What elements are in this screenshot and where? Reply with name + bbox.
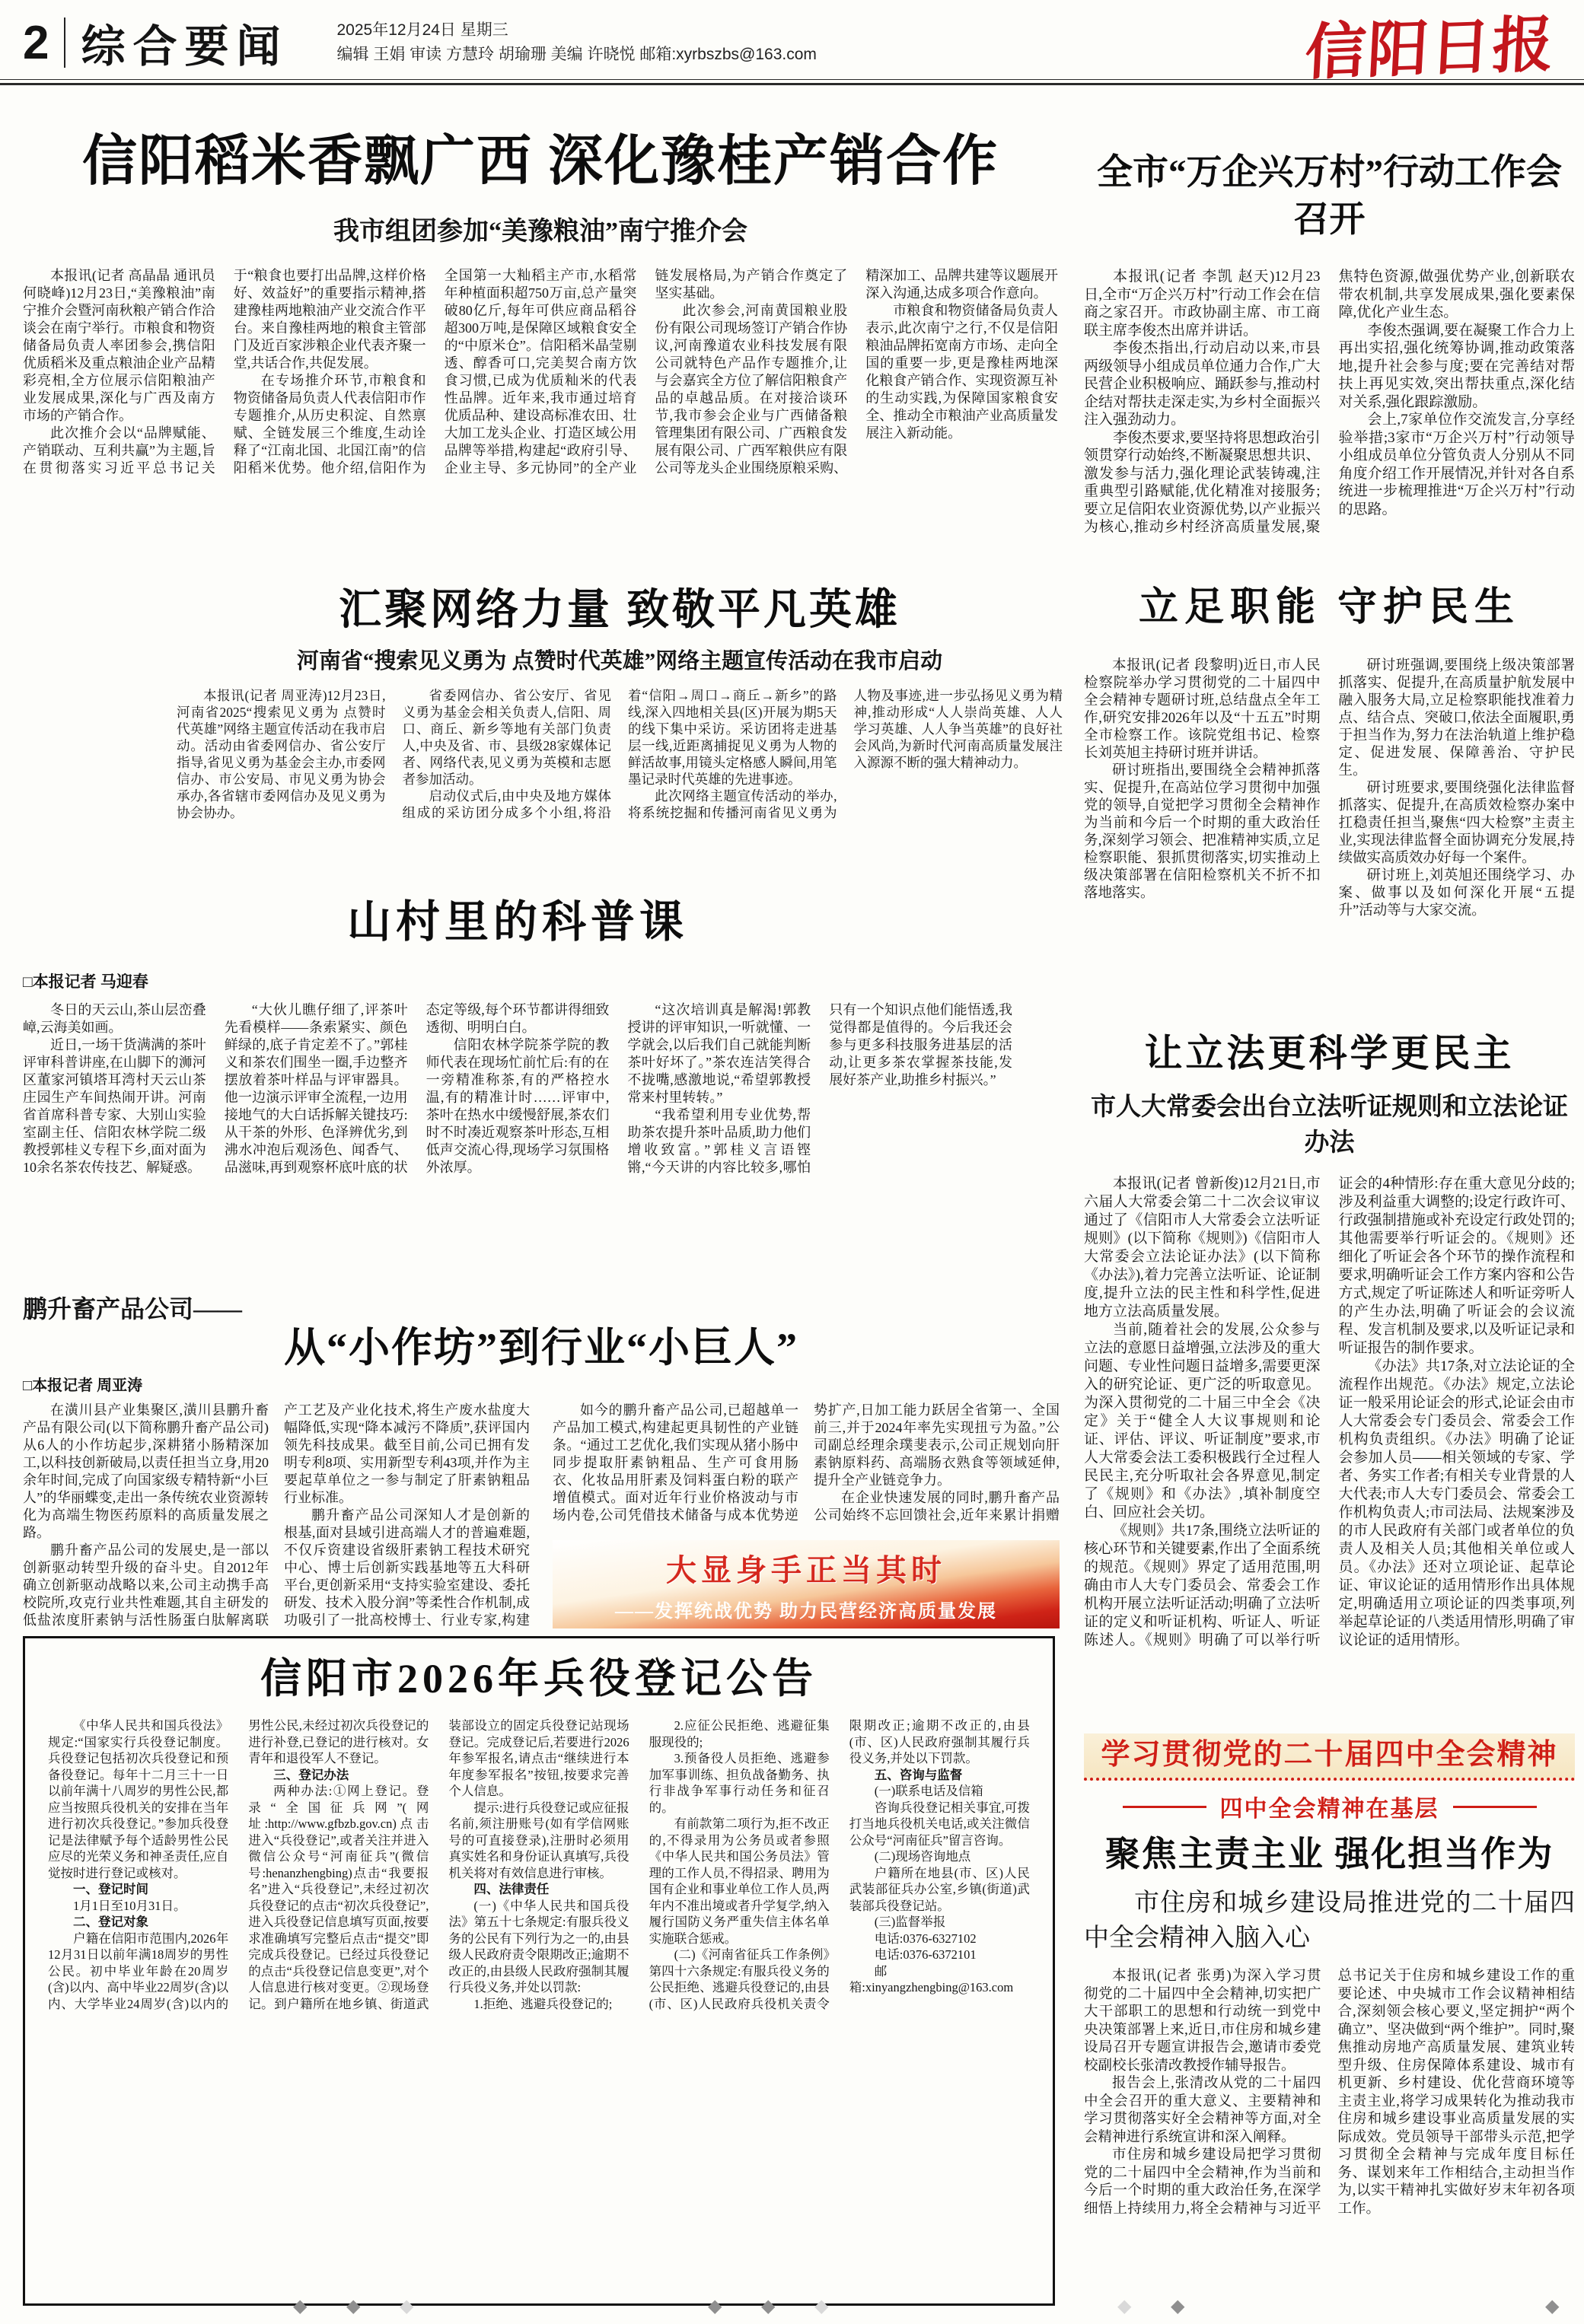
- science-headline: 山村里的科普课: [346, 897, 688, 947]
- legislation-body: [1084, 1175, 1575, 1747]
- header-divider: [64, 18, 65, 68]
- network-subtitle: 河南省“搜索见义勇为 点赞时代英雄”网络主题宣传活动在我市启动: [296, 649, 943, 673]
- paragraph: 省委网信办、省公安厅、省见义勇为基金会相关负责人,信阳、周口、商丘、新乡等地有关部门负责人,中央及省、市、县级28家媒体记者、网络代表,见义勇为英模和志愿者参加活动。: [402, 688, 611, 787]
- paragraph: 冬日的天云山,茶山层峦叠嶂,云海美如画。: [23, 1002, 206, 1035]
- housing-headline: 聚焦主责主业 强化担当作为: [1104, 1835, 1554, 1874]
- pengsheng-columns: [23, 1402, 1060, 1632]
- header-rule: [0, 79, 1584, 85]
- paragraph: 研讨班要求,要围绕强化法律监督抓落实、促提升,在高质效检察办案中扛稳责任担当,聚焦“四大检察”主责主业,实现法律监督全面协调充分发展,持续做实高质效办好每一个案件。: [1338, 781, 1575, 866]
- notice-paragraph: (一)《中华人民共和国兵役法》第五十七条规定:有服兵役义务的公民有下列行为之一的,由县级人民政府责令限期改正;逾期不改正的,由县级人民政府强制其履行兵役义务,并处以罚款:: [448, 1898, 629, 1995]
- notice-section-heading: 二、登记对象: [73, 1915, 148, 1929]
- article-science-class: [23, 895, 1012, 1248]
- paragraph: 在企业快速发展的同时,鹏升畜产品公司始终不忘回馈社会,近年来累计捐赠: [814, 1490, 1060, 1523]
- grain-body: [23, 267, 1058, 535]
- diamond-icon: ◆: [761, 2297, 776, 2316]
- paragraph: 报告会上,张清改从党的二十届四中全会召开的重大意义、主要精神和学习贯彻落实好全会精神等方面,对全会精神进行系统宣讲和深入阐释。: [1084, 2076, 1321, 2145]
- paragraph: 鹏升畜产品公司深知人才是创新的根基,面对县域引进高端人才的普遍难题,不仅斥资建设省级肝素钠工程技术研究中心、博士后创新实践基地等五大科研平台,更创新采用“支持实验室建设、委托研发、技术入股分润”等柔性合作机制,成功吸引了一批高校博士、行业专家,构建: [284, 1507, 530, 1628]
- conscription-notice-box: [23, 1636, 1055, 2306]
- notice-paragraph: 咨询兵役登记相关事宜,可拨打当地兵役机关电话,或关注微信公众号“河南征兵”留言咨询。: [849, 1800, 1030, 1848]
- paragraph: 鹏升畜产品公司的发展史,是一部以创新驱动转型升级的奋斗史。自2012年确立创新驱动战略以来,公司主动携手高校院所,攻克行业共性难题,其自主研发的低盐浓度肝素钠与活性肠蛋白肽解离联产工艺及产业化技术,将生产废水盐度大幅降低,实现“降本减污不降质”,获评国内领先科技成果。截至目前,公司已拥有发明专利8项、实用新型专利43项,并作为主要起草单位之一参与制定了肝素钠粗品行业标准。: [23, 1402, 530, 1628]
- paragraph: 如今的鹏升畜产品公司,已超越单一产品加工模式,构建起更具韧性的产业链条。“通过工艺优化,我们实现从猪小肠中同步提取肝素钠粗品、生产可食用肠衣、化妆品用肝素及饲料蛋白粉的联产增值模式。面对近年行业价格波动与市场内卷,公司凭借技术储备与成本优势逆势扩产,日加工能力跃居全省第一、全国前三,并于2024年率先实现扭亏为盈。”公司副总经理余璞斐表示,公司正规划向肝素钠原料药、高端肠衣熟食等领域延伸,提升全产业链竞争力。: [553, 1402, 1060, 1523]
- notice-section-heading: 五、咨询与监督: [874, 1767, 963, 1782]
- paragraph: 《规则》共17条,围绕立法听证的核心环节和关键要素,作出了全面系统的规范。《规则》界定了适用范围,明确由市人大专门委员会、常委会工作机构开展立法听证活动;明确了立法听证的定义和听证机构、听证人、听证陈述人。《规则》明确了可以举行听证会的4种情形:存在重大意见分歧的;涉及利益重大调整的;设定行政许可、行政强制措施或补充设定行政处罚的;其他需要举行听证会的。《规则》还细化了听证会各个环节的操作流程和要求,明确听证会工作方案内容和公告方式,规定了听证陈述人和听证旁听人的产生办法,明确了听证会的会议流程、发言机制及要求,以及听证记录和听证报告的制作要求。: [1084, 1176, 1575, 1648]
- page-number: 2: [23, 16, 49, 69]
- diamond-icon: ◆: [346, 2297, 361, 2316]
- paragraph: 李俊杰要求,要坚持将思想政治引领贯穿行动始终,不断凝聚思想共识、激发参与活力,强化理论武装铸魂,注重典型引路赋能,优化精准对接服务;要立足信阳农业资源优势,以产业振兴为核心,推动乡村经济高质量发展,聚焦特色资源,做强优势产业,创新联农带农机制,共享发展成果,强化要素保障,优化产业生态。: [1084, 269, 1575, 535]
- notice-section-heading: 三、登记办法: [273, 1767, 349, 1782]
- paragraph: 研讨班强调,要围绕上级决策部署抓落实、促提升,在高质量护航发展中融入服务大局,立足检察职能找准着力点、结合点、突破口,依法全面履职,勇于担当作为,努力在法治轨道上维护稳定、促进发展、保障善治、守护民生。: [1338, 658, 1575, 778]
- notice-paragraph: 1月1日至10月31日。: [73, 1898, 186, 1913]
- plenary-tagline: [1084, 1790, 1575, 1823]
- banner-title: 大显身手正当其时: [666, 1553, 946, 1587]
- notice-phone: 电话:0376-6372101: [874, 1947, 977, 1962]
- article-network-heroes: [177, 584, 1063, 853]
- notice-paragraph: 2.应征公民拒绝、逃避征集服现役的;: [649, 1718, 830, 1749]
- paragraph: 此次参会,河南黄国粮业股份有限公司现场签订产销合作协议,河南豫道农业科技发展有限公司就特色产品作专题推介,让与会嘉宾全方位了解信阳粮食产品的卓越品质。在对接洽谈环节,我市参会企业与广西储备粮管理集团有限公司、广西粮食发展有限公司、广西军粮供应有限公司等龙头企业围绕原粮采购、精深加工、品牌共建等议题展开深入沟通,达成多项合作意向。: [655, 268, 1058, 476]
- header-meta: [337, 18, 817, 67]
- notice-paragraph: 3.预备役人员拒绝、逃避参加军事训练、担负战备勤务、执行非战争军事行动任务和征召的。: [649, 1751, 830, 1815]
- paragraph: 《办法》共17条,对立法论证的全流程作出规范。《办法》规定,立法论证一般采用论证会的形式,论证会由市人大常委会专门委员会、常委会工作机构负责组织。《办法》明确了论证会参加人员——相关领域的专家、学者、务实工作者;有相关专业背景的人大代表;市人大专门委员会、常委会工作机构负责人;市司法局、法规案涉及的市人民政府有关部门或者单位的负责人及相关人员;其他相关单位或人员。《办法》还对立项论证、起草论证、审议论证的适用情形作出具体规定,明确适用立项论证的四类事项,列举起草论证的八类适用情形,明确了审议论证的适用情形。: [1338, 1358, 1575, 1648]
- paragraph: “大伙儿瞧仔细了,评茶叶先看模样——条索紧实、颜色鲜绿的,底子肯定差不了。”郭桂义和茶农们围坐一圈,手边整齐摆放着茶叶样品与评审器具。他一边演示评审全流程,一边用接地气的大白话拆解关键技巧:从干茶的外形、色泽辨优劣,到沸水冲泡后观汤色、闻香气、品滋味,再到观察杯底叶底的状态定等级,每个环节都讲得细致透彻、明明白白。: [224, 1002, 610, 1175]
- tagline-rule-left: [1123, 1806, 1206, 1808]
- paragraph: 本报讯(记者 段黎明)近日,市人民检察院举办学习贯彻党的二十届四中全会精神专题研讨班,总结盘点全年工作,研究安排2026年以及“十五五”时期全市检察工作。该院党组书记、检察长刘英旭主持研讨班并讲话。: [1084, 658, 1321, 761]
- paragraph: 在专场推介环节,市粮食和物资储备局负责人代表信阳市作专题推介,从历史积淀、自然禀赋、全链发展三个维度,生动诠释了“江南北国、北国江南”的信阳稻米优势。他介绍,信阳作为全国第一大籼稻主产市,水稻常年种植面积超750万亩,总产量突破80亿斤,每年可供应商品稻谷超300万吨,是保障区域粮食安全的“中原米仓”。信阳稻米晶莹剔透、醇香可口,完美契合南方饮食习惯,已成为优质籼米的代表性品牌。近年来,我市通过培育优质品种、建设高标准农田、壮大加工龙头企业、打造区域公用品牌等举措,构建起“政府引导、企业主导、多元协同”的全产业链发展格局,为产销合作奠定了坚实基础。: [233, 268, 848, 476]
- tagline-text: 四中全会精神在基层: [1219, 1797, 1439, 1822]
- pengsheng-right-body: [553, 1402, 1060, 1533]
- procuratorate-body: [1084, 657, 1575, 957]
- staff-line: 编辑 王娟 审读 方慧玲 胡瑜珊 美编 许晓悦 邮箱:xyrbszbs@163.com: [336, 46, 817, 63]
- paragraph: 本报讯(记者 李凯 赵天)12月23日,全市“万企兴万村”行动工作会在信商之家召开。市政协副主席、市工商联主席李俊杰出席并讲话。: [1084, 269, 1321, 339]
- footer-decorations: [0, 2295, 1584, 2318]
- network-headline: 汇聚网络力量 致敬平凡英雄: [339, 587, 900, 634]
- notice-paragraph: (三)监督举报: [874, 1915, 946, 1929]
- notice-paragraph: (二)现场咨询地点: [874, 1849, 971, 1864]
- diamond-icon: ◆: [1545, 2297, 1560, 2316]
- pengsheng-left-body: [23, 1402, 530, 1632]
- page-header: [23, 9, 1561, 88]
- legislation-headline: 让立法更科学更民主: [1144, 1032, 1515, 1074]
- article-housing-bureau: [1084, 1832, 1575, 2304]
- pengsheng-kicker: 鹏升畜产品公司——: [23, 1295, 243, 1323]
- paragraph: 李俊杰强调,要在凝聚工作合力上再出实招,强化统筹协调,推动政策落地,提升社会参与度;要在完善结对帮扶上再见实效,突出帮扶重点,深化结对关系,强化跟踪激励。: [1338, 322, 1575, 410]
- diamond-icon: ◆: [814, 2297, 829, 2316]
- notice-paragraph: 《中华人民共和国兵役法》规定:“国家实行兵役登记制度。兵役登记包括初次兵役登记和预备役登记。每年十二月三十一日以前年满十八周岁的男性公民,都应当按照兵役机关的安排在当年进行初次兵役登记。”参加兵役登记是法律赋予每个适龄男性公民应尽的光荣义务和神圣责任,应自觉按时进行登记或核对。: [48, 1718, 229, 1880]
- housing-body: [1084, 1968, 1575, 2304]
- paragraph: “我希望利用专业优势,帮助茶农提升茶叶品质,助力他们增收致富。”郭桂义言语铿锵,“今天讲的内容比较多,哪怕只有一个知识点他们能悟透,我觉得都是值得的。今后我还会参与更多科技服务进基层的活动,让更多茶农掌握茶技能,发展好茶产业,助推乡村振兴。”: [627, 1002, 1012, 1175]
- united-front-banner: [553, 1540, 1060, 1628]
- wanqi-body: [1084, 268, 1575, 578]
- notice-paragraph: 1.拒绝、逃避兵役登记的;: [473, 1996, 613, 2011]
- notice-paragraph: 户籍所在地县(市、区)人民武装部征兵办公室,乡镇(街道)武装部兵役登记站。: [849, 1865, 1030, 1913]
- notice-email: 邮箱:xinyangzhengbing@163.com: [849, 1963, 1014, 1995]
- paragraph: 市住房和城乡建设局把学习贯彻党的二十届四中全会精神,作为当前和今后一个时期的重大政治任务,在深学细悟上持续用力,将全会精神与习近平总书记关于住房和城乡建设工作的重要论述、中央城市工作会议精神相结合,深刻领会核心要义,坚定拥护“两个确立”、坚决做到“两个维护”。同时,聚焦推动房地产高质量发展、建筑业转型升级、住房保障体系建设、城市有机更新、乡村建设、优化营商环境等主责主业,将学习成果转化为推动我市住房和城乡建设事业高质量发展的实际成效。党员领导干部带头示范,把学习贯彻全会精神与完成年度目标任务、谋划来年工作相结合,主动担当作为,以实干精神扎实做好岁末年初各项工作。: [1084, 1969, 1575, 2217]
- pengsheng-right: [553, 1402, 1060, 1632]
- grain-headline: 信阳稻米香飘广西 深化豫桂产销合作: [81, 131, 999, 192]
- masthead-logo: 信阳日报: [1303, 11, 1557, 88]
- paragraph: 本报讯(记者 张勇)为深入学习贯彻党的二十届四中全会精神,切实把广大干部职工的思想和行动统一到党中央决策部署上来,近日,市住房和城乡建设局召开专题宣讲报告会,邀请市委党校副校长张清改教授作辅导报告。: [1084, 1969, 1321, 2074]
- paragraph: 此次推介会以“品牌赋能、产销联动、互利共赢”为主题,旨在贯彻落实习近平总书记关于“粮食也要打出品牌,这样价格好、效益好”的重要指示精神,搭建豫桂两地粮油产业交流合作平台。来自豫桂两地的粮食主管部门及近百家涉粮企业代表齐聚一堂,共话合作,共促发展。: [23, 268, 426, 476]
- notice-paragraph: 有前款第二项行为,拒不改正的,不得录用为公务员或者参照《中华人民共和国公务员法》管理的工作人员,不得招录、聘用为国有企业和事业单位工作人员,两年内不准出境或者升学复学,纳入履行国防义务严重失信主体名单实施联合惩戒。: [649, 1816, 830, 1946]
- banner-subtitle: ——发挥统战优势 助力民营经济高质量发展: [615, 1602, 997, 1622]
- pengsheng-author: □本报记者 周亚涛: [23, 1377, 143, 1394]
- paragraph: 研讨班上,刘英旭还围绕学习、办案、做事以及如何深化开展“五提升”活动等与大家交流。: [1338, 868, 1575, 918]
- article-pengsheng: [23, 1295, 1060, 1632]
- pengsheng-headline: 从“小作坊”到行业“小巨人”: [284, 1325, 798, 1371]
- science-body: [23, 1001, 1012, 1248]
- conscription-body: [48, 1718, 1030, 2290]
- notice-paragraph: 户籍在信阳市范围内,2026年12月31日以前年满18周岁的男性公民。初中毕业年龄在20周岁(含)以内、高中毕业22周岁(含)以内、大学毕业24周岁(含)以内的男性公民,未经过初次兵役登记的进行补登,已登记的进行核对。女青年和退役军人不登记。: [48, 1718, 429, 2011]
- notice-paragraph: 两种办法:①网上登记。登录“全国征兵网”(网址:http://www.gfbzb.gov.cn)点击进入“兵役登记”,或者关注并进入微信公众号“河南征兵”(微信号:henanzhengbing)点击“我要报名”进入“兵役登记”,未经过初次兵役登记的点击“初次兵役登记”,进入兵役登记信息填写页面,按要求准确填写完整后点击“提交”即完成兵役登记。已经过兵役登记的点击“兵役登记信息变更”,对个人信息进行核对变更。②现场登记。到户籍所在地乡镇、街道武装部设立的固定兵役登记站现场登记。完成登记后,若要进行2026年参军报名,请点击“继续进行本年度参军报名”按钮,按要求完善个人信息。: [248, 1718, 629, 2011]
- plenary-banner: [1084, 1733, 1575, 1781]
- paragraph: 本报讯(记者 曾新俊)12月21日,市六届人大常委会第二十二次会议审议通过了《信阳市人大常委会立法听证规则》(以下简称《规则》)《信阳市人大常委会立法论证办法》(以下简称《办法》),着力完善立法听证、论证制度,提升立法的民主性和科学性,促进地方立法高质量发展。: [1084, 1176, 1321, 1320]
- diamond-icon: ◆: [1117, 2297, 1132, 2316]
- article-procuratorate: [1084, 583, 1575, 957]
- paragraph: 在潢川县产业集聚区,潢川县鹏升畜产品有限公司(以下简称鹏升畜产品公司)从6人的小作坊起步,深耕猪小肠精深加工,以科技创新破局,以责任担当立身,用20余年时间,完成了向国家级专精特新“小巨人”的华丽蝶变,走出一条传统农业资源转化为高端生物医药原料的高质量发展之路。: [23, 1402, 269, 1540]
- section-title: 综合要闻: [81, 22, 288, 72]
- paragraph: 会上,7家单位作交流发言,分享经验举措;3家市“万企兴万村”行动领导小组成员单位分管负责人分别从不同角度介绍工作开展情况,并针对各自系统进一步梳理推进“万企兴万村”行动的思路。: [1338, 412, 1575, 517]
- paragraph: 研讨班指出,要围绕全会精神抓落实、促提升,在高站位学习贯彻中加强党的领导,自觉把学习贯彻全会精神作为当前和今后一个时期的重大政治任务,深刻学习领会、把准精神实质,立足检察职能、狠抓贯彻落实,切实推动上级决策部署在信阳检察机关不折不扣落地落实。: [1084, 763, 1321, 901]
- legislation-subtitle: 市人大常委会出台立法听证规则和立法论证办法: [1091, 1094, 1568, 1157]
- article-grain-trade: [23, 128, 1058, 535]
- science-author: □本报记者 马迎春: [23, 973, 148, 991]
- paragraph: 近日,一场干货满满的茶叶评审科普讲座,在山脚下的浉河区董家河镇塔耳湾村天云山茶庄园生产车间热闹开讲。河南省首席科普专家、大别山实验室副主任、信阳农林学院二级教授郭桂义专程下乡,面对面为10余名茶农传技艺、解疑惑。: [23, 1037, 206, 1175]
- network-body: [177, 687, 1063, 853]
- notice-phone: 电话:0376-6327102: [874, 1931, 977, 1946]
- diamond-icon: ◆: [708, 2297, 722, 2316]
- paragraph: 本报讯(记者 周亚涛)12月23日,河南省2025“搜索见义勇为 点赞时代英雄”网络主题宣传活动在我市启动。活动由省委网信办、省公安厅指导,省见义勇为基金会主办,市委网信办、市公安局、市见义勇为协会承办,各省辖市委网信办及见义勇为协会协办。: [177, 688, 386, 820]
- paragraph: 信阳农林学院茶学院的教师代表在现场忙前忙后:有的在一旁精准称茶,有的严格控水温,有的精准计时……评审中,茶叶在热水中缓慢舒展,茶农们时不时凑近观察茶叶形态,互相低声交流心得,现场学习氛围格外浓厚。: [425, 1037, 610, 1175]
- paragraph: 此次网络主题宣传活动的举办,将系统挖掘和传播河南省见义勇为人物及事迹,进一步弘扬见义勇为精神,推动形成“人人崇尚英雄、人人学习英雄、人人争当英雄”的良好社会风尚,为新时代河南高质量发展注入源源不断的强大精神动力。: [628, 688, 1063, 820]
- conscription-headline: 信阳市2026年兵役登记公告: [260, 1656, 817, 1702]
- notice-paragraph: 提示:进行兵役登记或应征报名前,须注册账号(如有学信网账号的可直接登录),注册时必须用真实姓名和身份证认真填写,兵役机关将对有效信息进行审核。: [448, 1800, 629, 1880]
- housing-subtitle: 市住房和城乡建设局推进党的二十届四中全会精神入脑入心: [1084, 1889, 1575, 1952]
- paragraph: 市粮食和物资储备局负责人表示,此次南宁之行,不仅是信阳粮油品牌拓宽南方市场、走向全国的重要一步,更是豫桂两地深化粮食产销合作、实现资源互补的生动实践,为保障国家粮食安全、推动全市粮油产业高质量发展注入新动能。: [865, 303, 1058, 441]
- wanqi-headline: 全市“万企兴万村”行动工作会召开: [1097, 153, 1562, 240]
- paragraph: 启动仪式后,由中央及地方媒体组成的采访团分成多个小组,将沿着“信阳→周口→商丘→新乡”的路线,深入四地相关县(区)开展为期5天的线下集中采访。采访团将走进基层一线,近距离捕捉见义勇为人物的鲜活故事,用镜头定格感人瞬间,用笔墨记录时代英雄的先进事迹。: [402, 688, 837, 820]
- diamond-icon: ◆: [400, 2297, 414, 2316]
- notice-section-heading: 四、法律责任: [473, 1882, 550, 1896]
- notice-paragraph: (二)《河南省征兵工作条例》第四十六条规定:有服兵役义务的公民拒绝、逃避兵役登记的,由县(市、区)人民政府兵役机关责令限期改正;逾期不改正的,由县(市、区)人民政府强制其履行兵役义务,并处以下罚款。: [649, 1718, 1030, 2011]
- notice-section-heading: 一、登记时间: [73, 1882, 148, 1896]
- paragraph: 本报讯(记者 高晶晶 通讯员 何晓峰)12月23日,“美豫粮油”南宁推介会暨河南秋粮产销合作洽谈会在南宁举行。市粮食和物资储备局负责人率团参会,携信阳优质稻米及重点粮油企业产品精彩亮相,全方位展示信阳粮油产业发展成果,深化与广西及南方市场的产销合作。: [23, 268, 215, 423]
- diamond-icon: ◆: [293, 2297, 308, 2316]
- article-wanqi-action: [1084, 149, 1575, 578]
- grain-subtitle: 我市组团参加“美豫粮油”南宁推介会: [333, 218, 747, 246]
- notice-paragraph: (一)联系电话及信箱: [874, 1784, 983, 1798]
- procuratorate-headline: 立足职能 守护民生: [1138, 586, 1520, 629]
- paragraph: 当前,随着社会的发展,公众参与立法的意愿日益增强,立法涉及的重大问题、专业性问题日益增多,需要更深入的研究论证、更广泛的听取意见。为深入贯彻党的二十届三中全会《决定》关于“健全人大议事规则和论证、评估、评议、听证制度”要求,市人大常委会法工委积极践行全过程人民民主,充分听取社会各界意见,制定了《规则》和《办法》,填补制度空白、回应社会关切。: [1084, 1322, 1321, 1520]
- paragraph: “这次培训真是解渴!郭教授讲的评审知识,一听就懂、一学就会,以后我们自己就能判断茶叶好坏了。”茶农连洁笑得合不拢嘴,感激地说,“希望郭教授常来村里转转。”: [627, 1002, 811, 1105]
- date-line: 2025年12月24日 星期三: [336, 21, 508, 39]
- tagline-rule-right: [1453, 1806, 1537, 1808]
- plenary-banner-title: 学习贯彻党的二十届四中全会精神: [1101, 1739, 1558, 1771]
- diamond-icon: ◆: [1171, 2297, 1185, 2316]
- article-legislation: [1084, 1029, 1575, 1747]
- paragraph: 李俊杰指出,行动启动以来,市县两级领导小组成员单位通力合作,广大民营企业积极响应、踊跃参与,推动村企结对帮扶走深走实,为乡村全面振兴注入强劲动力。: [1084, 340, 1321, 428]
